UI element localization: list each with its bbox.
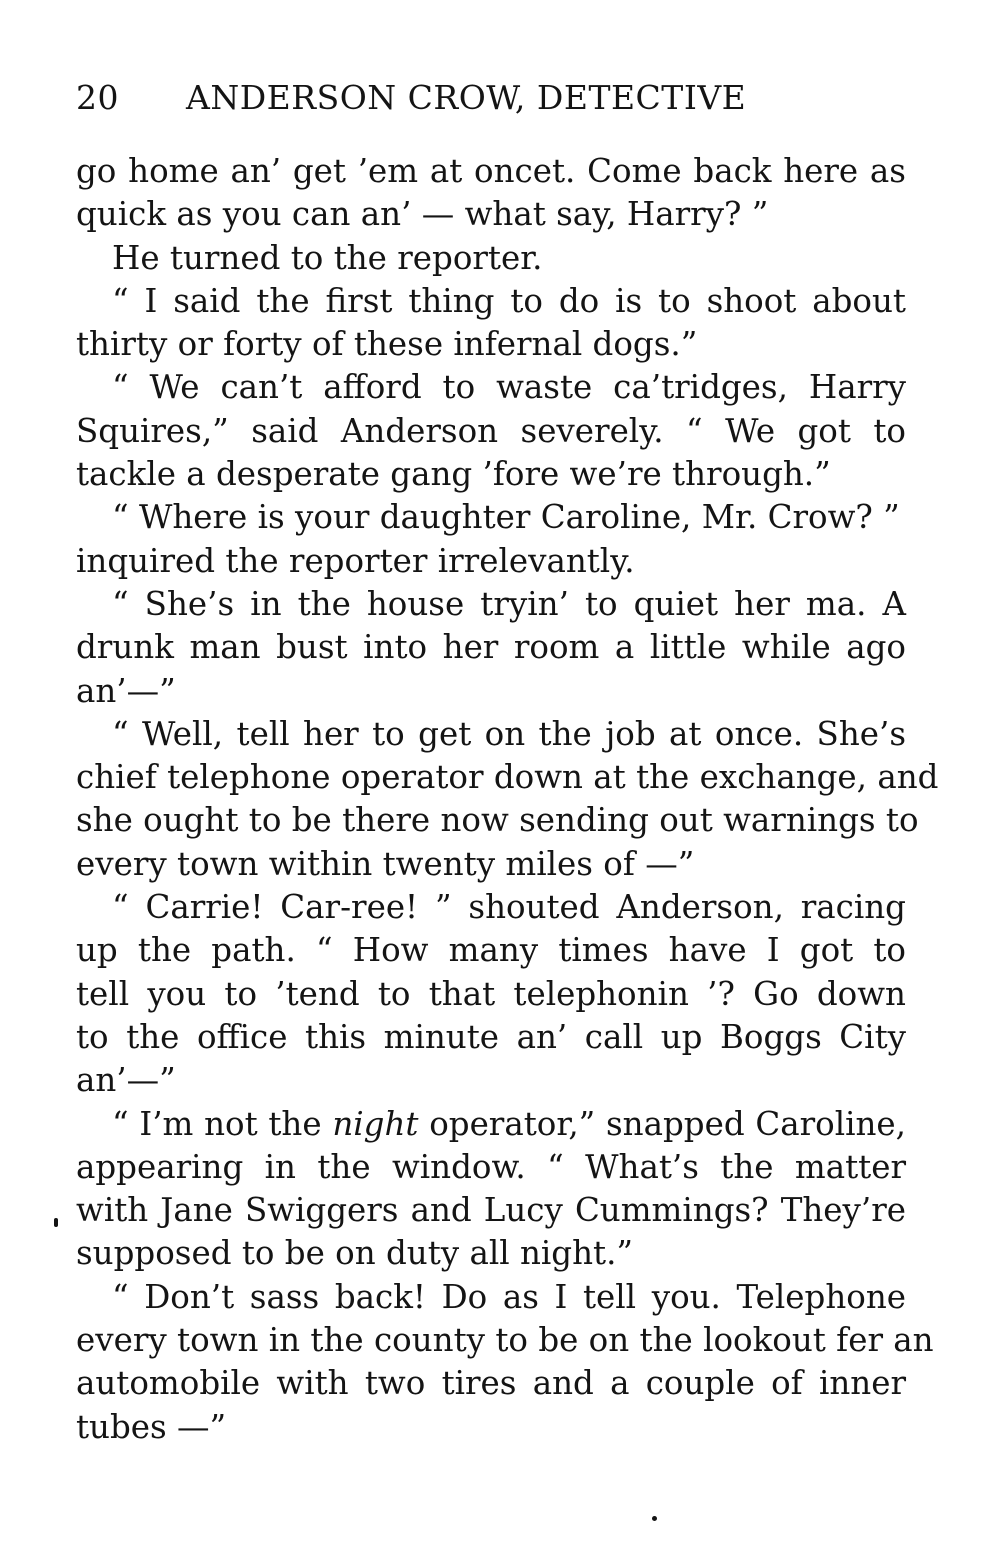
text-line: automobile with two tires and a couple of inner [76, 1364, 906, 1403]
text-line: supposed to be on duty all night.” [76, 1234, 634, 1273]
print-speck [54, 1218, 58, 1227]
text-line: to the office this minute an’ call up Boggs City [76, 1017, 906, 1056]
running-title: ANDERSON CROW, DETECTIVE [186, 78, 747, 117]
text-line: she ought to be there now sending out warnings to [76, 801, 919, 840]
text-line: tubes —” [76, 1407, 227, 1446]
text-line: an’—” [76, 671, 176, 710]
text-line: “ We can’t afford to waste ca’tridges, Harry [112, 368, 906, 407]
text-line: quick as you can an’ — what say, Harry? ” [76, 195, 769, 234]
text-line [76, 1103, 906, 1146]
text-line: every town within twenty miles of —” [76, 844, 695, 883]
text-line: “ She’s in the house tryin’ to quiet her ma. A [112, 584, 906, 623]
line-segment: “ I’m not the [112, 1104, 333, 1143]
text-line: inquired the reporter irrelevantly. [76, 541, 635, 580]
text-line: “ Carrie! Car-ree! ” shouted Anderson, racing [112, 888, 906, 927]
text-line: every town in the county to be on the lookout fer an [76, 1321, 934, 1360]
text-line: thirty or forty of these infernal dogs.” [76, 325, 698, 364]
text-line: chief telephone operator down at the exchange, and [76, 758, 939, 797]
text-line: with Jane Swiggers and Lucy Cummings? They’re [76, 1191, 906, 1230]
text-line: appearing in the window. “ What’s the matter [76, 1147, 906, 1186]
body-text [76, 150, 939, 1449]
text-line: Squires,” said Anderson severely. “ We got to [76, 411, 906, 450]
print-speck [652, 1516, 657, 1521]
text-line: “ Where is your daughter Caroline, Mr. Crow? ” [112, 498, 900, 537]
text-line: an’—” [76, 1061, 176, 1100]
text-line: “ Don’t sass back! Do as I tell you. Telephone [112, 1277, 906, 1316]
text-line: tackle a desperate gang ’fore we’re through.” [76, 455, 831, 494]
text-line: tell you to ’tend to that telephonin ’? Go down [76, 974, 906, 1013]
italic-word: night [332, 1104, 419, 1143]
text-line: “ I said the first thing to do is to shoot about [112, 281, 906, 320]
text-line: go home an’ get ’em at oncet. Come back here as [76, 152, 906, 190]
text-line: “ Well, tell her to get on the job at once. She’s [112, 714, 906, 753]
text-line: up the path. “ How many times have I got to [76, 931, 906, 970]
page-number: 20 [76, 78, 119, 117]
line-segment: operator,” snapped Caroline, [418, 1104, 906, 1143]
running-header [76, 78, 816, 118]
text-line: He turned to the reporter. [112, 238, 543, 277]
text-line: drunk man bust into her room a little while ago [76, 628, 906, 667]
